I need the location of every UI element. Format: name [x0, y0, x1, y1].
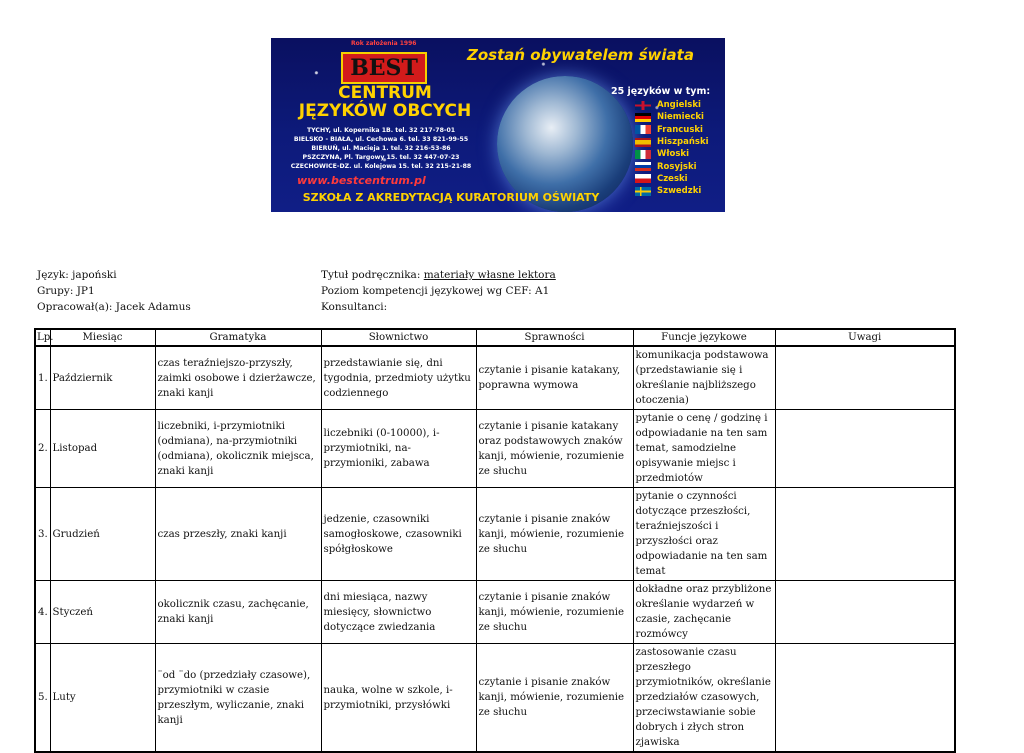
cell-skills: czytanie i pisanie katakany, poprawna wymowa [476, 346, 633, 410]
table-row [35, 644, 955, 753]
cell-lp: 3. [35, 488, 50, 581]
cell-lp: 5. [35, 644, 50, 753]
language-item [635, 160, 709, 172]
language-item [635, 124, 709, 136]
cell-notes [775, 488, 955, 581]
header-functions: Funcje językowe [633, 329, 775, 346]
textbook-label: Tytuł podręcznika: [321, 269, 424, 281]
table-row [35, 488, 955, 581]
cell-functions: pytanie o czynności dotyczące przeszłości, teraźniejszości i przyszłości oraz odpowiadanie na ten sam temat [633, 488, 775, 581]
language-item [635, 99, 709, 111]
language-item [635, 136, 709, 148]
cell-vocabulary: liczebniki (0-10000), i-przymiotniki, na-przymioniki, zabawa [321, 410, 476, 488]
sweden-flag-icon [635, 187, 651, 196]
language-label: Angielski [657, 100, 701, 111]
cell-functions: dokładne oraz przybliżone określanie wydarzeń w czasie, zachęcanie rozmówcy [633, 581, 775, 644]
founded-label: Rok założenia 1996 [351, 40, 417, 47]
cell-grammar: ¨od ¨do (przedziały czasowe), przymiotniki w czasie przeszłym, wyliczanie, znaki kanji [155, 644, 321, 753]
cell-lp: 1. [35, 346, 50, 410]
address-list [275, 126, 487, 171]
cell-notes [775, 581, 955, 644]
languages-heading: 25 języków w tym: [611, 86, 711, 97]
language-list [635, 99, 709, 197]
accreditation-text: SZKOŁA Z AKREDYTACJĄ KURATORIUM OŚWIATY [302, 191, 600, 204]
table-row [35, 410, 955, 488]
cell-vocabulary: przedstawianie się, dni tygodnia, przedmioty użytku codziennego [321, 346, 476, 410]
cell-grammar: liczebniki, i-przymiotniki (odmiana), na-przymiotniki (odmiana), okolicznik miejsca, znaki kanji [155, 410, 321, 488]
header-grammar: Gramatyka [155, 329, 321, 346]
course-info-left [37, 267, 191, 315]
spain-flag-icon [635, 138, 651, 147]
header-skills: Sprawności [476, 329, 633, 346]
cell-vocabulary: jedzenie, czasowniki samogłoskowe, czasowniki spółgłoskowe [321, 488, 476, 581]
cell-notes [775, 346, 955, 410]
website-text: www.bestcentrum.pl [297, 174, 426, 187]
table-header-row [35, 329, 955, 346]
cell-vocabulary: nauka, wolne w szkole, i-przymiotniki, przysłówki [321, 644, 476, 753]
course-info-right [321, 267, 556, 315]
language-label: Włoski [657, 149, 689, 160]
language-label: Niemiecki [657, 112, 704, 123]
language-item [635, 173, 709, 185]
address-line: PSZCZYNA, Pl. Targowy 15. tel. 32 447-07-23 [302, 154, 460, 161]
language-line: Język: japoński [37, 269, 117, 281]
cell-month: Styczeń [50, 581, 155, 644]
address-line: CZECHOWICE-DZ. ul. Kolejowa 15. tel. 32 215-21-88 [290, 163, 472, 170]
language-label: Francuski [657, 124, 703, 135]
cell-notes [775, 410, 955, 488]
language-label: Czeski [657, 173, 688, 184]
address-line: BIERUŃ, ul. Macieja 1. tel. 32 216-53-86 [311, 145, 451, 152]
textbook-value: materiały własne lektora [423, 269, 556, 281]
curriculum-table [34, 328, 956, 753]
cef-line: Poziom kompetencji językowej wg CEF: A1 [321, 285, 550, 297]
header-vocabulary: Słownictwo [321, 329, 476, 346]
table-row [35, 581, 955, 644]
cell-vocabulary: dni miesiąca, nazwy miesięcy, słownictwo dotyczące zwiedzania [321, 581, 476, 644]
best-logo: BEST [341, 52, 427, 84]
cell-functions: pytanie o cenę / godzinę i odpowiadanie na ten sam temat, samodzielne opisywanie miejsc i przedmiotów [633, 410, 775, 488]
language-item [635, 185, 709, 197]
cell-functions: zastosowanie czasu przeszłego przymiotników, określanie przedziałów czasowych, przeciwstawianie sobie dobrych i złych stron zjawiska [633, 644, 775, 753]
consultants-line: Konsultanci: [321, 301, 388, 313]
cell-lp: 4. [35, 581, 50, 644]
author-line: Opracował(a): Jacek Adamus [37, 301, 191, 313]
language-item [635, 148, 709, 160]
header-notes: Uwagi [775, 329, 955, 346]
cell-skills: czytanie i pisanie znaków kanji, mówienie, rozumienie ze słuchu [476, 488, 633, 581]
header-lp: Lp. [35, 329, 50, 346]
uk-flag-icon [635, 101, 651, 110]
cell-skills: czytanie i pisanie znaków kanji, mówienie, rozumienie ze słuchu [476, 644, 633, 753]
school-name-line2: JĘZYKÓW OBCYCH [298, 101, 472, 121]
table-row [35, 346, 955, 410]
groups-line: Grupy: JP1 [37, 285, 95, 297]
header-month: Miesiąc [50, 329, 155, 346]
school-banner [271, 38, 725, 212]
school-name-line1: CENTRUM [338, 83, 432, 103]
france-flag-icon [635, 125, 651, 134]
cell-month: Listopad [50, 410, 155, 488]
banner-slogan: Zostań obywatelem świata [467, 46, 694, 64]
language-label: Hiszpański [657, 137, 709, 148]
cell-month: Grudzień [50, 488, 155, 581]
cell-skills: czytanie i pisanie katakany oraz podstawowych znaków kanji, mówienie, rozumienie ze słuchu [476, 410, 633, 488]
cell-notes [775, 644, 955, 753]
address-line: BIELSKO - BIAŁA, ul. Cechowa 6. tel. 33 821-99-55 [293, 136, 469, 143]
germany-flag-icon [635, 113, 651, 122]
russia-flag-icon [635, 162, 651, 171]
address-line: TYCHY, ul. Kopernika 1B. tel. 32 217-78-01 [306, 127, 456, 134]
cell-skills: czytanie i pisanie znaków kanji, mówienie, rozumienie ze słuchu [476, 581, 633, 644]
language-label: Rosyjski [657, 161, 697, 172]
cell-month: Październik [50, 346, 155, 410]
cell-grammar: czas teraźniejszo-przyszły, zaimki osobowe i dzierżawcze, znaki kanji [155, 346, 321, 410]
italy-flag-icon [635, 150, 651, 159]
cell-functions: komunikacja podstawowa (przedstawianie się i określanie najbliższego otoczenia) [633, 346, 775, 410]
language-label: Szwedzki [657, 186, 702, 197]
school-name [285, 84, 485, 120]
cell-lp: 2. [35, 410, 50, 488]
czech-flag-icon [635, 174, 651, 183]
cell-month: Luty [50, 644, 155, 753]
cell-grammar: okolicznik czasu, zachęcanie, znaki kanji [155, 581, 321, 644]
language-item [635, 111, 709, 123]
textbook-line [321, 267, 556, 283]
cell-grammar: czas przeszły, znaki kanji [155, 488, 321, 581]
